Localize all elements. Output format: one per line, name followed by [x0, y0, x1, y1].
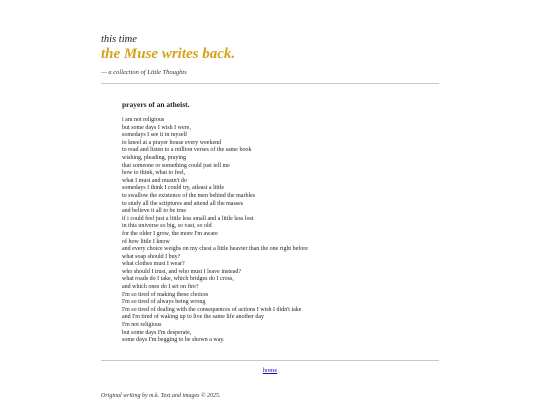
site-pretitle: this time [101, 34, 137, 45]
poem-line: what I must and mustn't do [122, 177, 187, 184]
poem-line: I'm not religious [122, 322, 162, 329]
poem-line: wishing, pleading, praying [122, 154, 186, 161]
poem-line: to swallow the existence of the men behind the marbles [122, 192, 256, 199]
poem-line: to study all the sctiptures and attend all the masses [122, 200, 244, 207]
poem-line: of how little I know [122, 238, 170, 245]
site-header [101, 34, 439, 77]
poem-line: what roads do I take, which bridges do I cross, [122, 276, 234, 283]
poem-line: if i could feel just a little less small and a little less lost [122, 215, 254, 222]
poem-line: and every choice weighs on my chest a little heavier than the one right before [122, 246, 308, 253]
poem-line: that someone or something could just tell me [122, 162, 230, 169]
poem-line: and I'm tired of waking up to live the same life another day [122, 314, 265, 321]
poem-line: what clothes must I wear? [122, 261, 185, 268]
poem-line: I'm so tired of making these choices [122, 291, 209, 298]
home-link[interactable]: home [262, 366, 278, 374]
poem-line: I'm so tired of dealing with the consequences of actions I wish I didn't take [122, 306, 302, 313]
footer-divider [101, 360, 439, 361]
poem-line: to read and listen to a million verses of the same book [122, 147, 252, 154]
site-title: the Muse writes back. [101, 46, 236, 62]
poem-line: what soap should I buy? [122, 253, 181, 260]
poem-line: I'm so tired of always being wrong [122, 299, 206, 306]
poem-line: but some days I'm desperate, [122, 329, 192, 336]
poem-line: some days I'm begging to be shown a way. [122, 337, 225, 344]
poem-body [122, 117, 422, 345]
poem-line: and which ones do I set on fire? [122, 284, 199, 291]
post [122, 100, 422, 345]
poem-line: i am not religious [122, 117, 165, 123]
poem-line: and believe it all to be true [122, 208, 186, 215]
poem-line: for the older I grow, the more I'm aware [122, 230, 218, 237]
poem-line: how to think, what to feel, [122, 170, 186, 177]
poem-line: somedays I see it in myself [122, 132, 188, 139]
poem-line: somedays I think I could try, atleast a little [122, 185, 225, 192]
site-tagline: — a collection of Little Thoughts [101, 69, 187, 76]
post-title: prayers of an atheist. [122, 100, 190, 109]
page [101, 0, 439, 400]
poem-line: who should I trust, and who must I leave instead? [122, 268, 241, 275]
footer-nav [101, 367, 439, 375]
credits-text: Original writing by m.k. Text and images © 2025. [101, 392, 221, 399]
poem-line: but some days I wish I were, [122, 124, 191, 131]
poem-line: to kneel at a prayer house every weekend [122, 139, 222, 146]
poem-line: in this universe so big, so vast, so old [122, 223, 212, 230]
header-divider [101, 83, 439, 84]
